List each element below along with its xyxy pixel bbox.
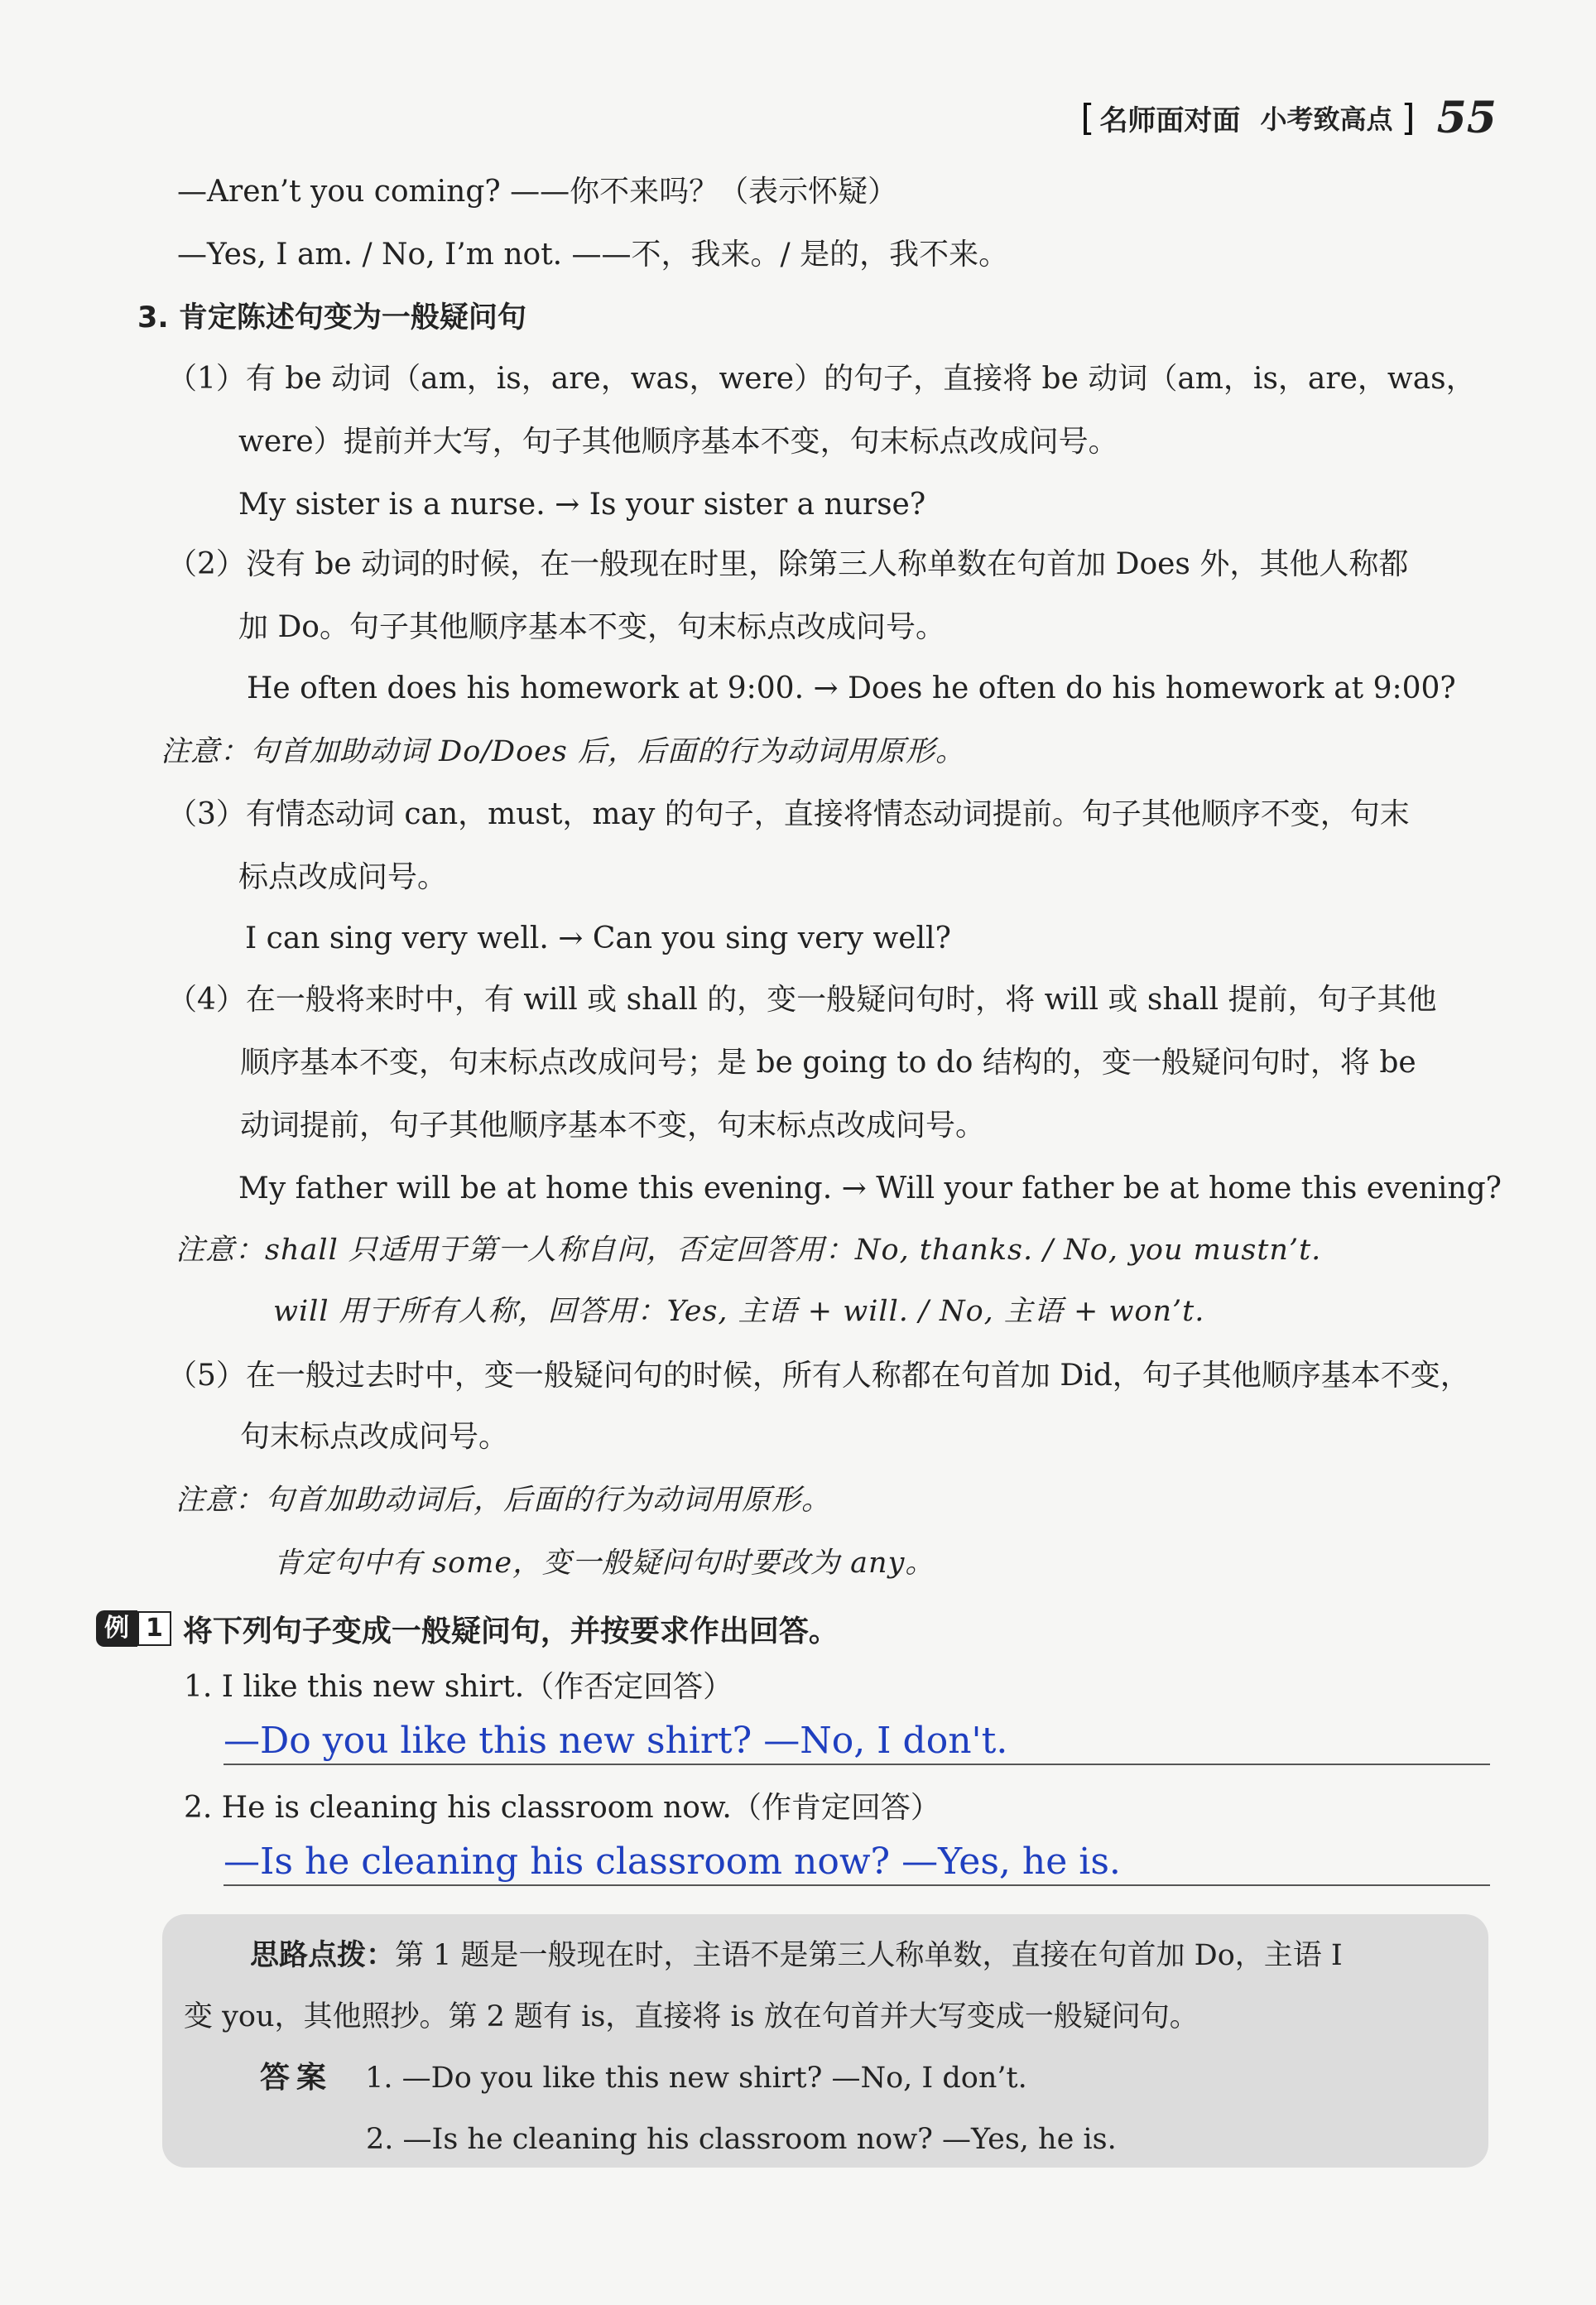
- answer-2: 2. —Is he cleaning his classroom now? —Yes, he is.: [366, 2123, 1117, 2156]
- note-3-line-b: 肯定句中有 some，变一般疑问句时要改为 any。: [273, 1547, 935, 1580]
- rule-5-line-b: 句末标点改成问号。: [240, 1420, 509, 1454]
- exercise-question-2: 2. He is cleaning his classroom now.（作肯定回答）: [184, 1791, 940, 1825]
- rule-3-example: I can sing very well. → Can you sing very well?: [245, 922, 951, 955]
- tip-line-2: 变 you，其他照抄。第 2 题有 is，直接将 is 放在句首并大写变成一般疑问句。: [184, 2000, 1199, 2033]
- answer-row-1: [260, 2060, 1027, 2096]
- tip-line-1: [250, 1937, 1343, 1974]
- rule-5-line-a: （5）在一般过去时中，变一般疑问句的时候，所有人称都在句首加 Did，句子其他顺序基本不变，: [167, 1359, 1470, 1393]
- rule-3-line-b: 标点改成问号。: [238, 860, 448, 894]
- example-heading: [96, 1610, 839, 1648]
- exercise-answer-2[interactable]: —Is he cleaning his classroom now? —Yes, he is.: [224, 1840, 1490, 1886]
- rule-4-example: My father will be at home this evening. → Will your father be at home this evening?: [238, 1172, 1502, 1205]
- example-number: 1: [137, 1611, 171, 1646]
- example-instruction: 将下列句子变成一般疑问句，并按要求作出回答。: [182, 1614, 839, 1648]
- answer-label: 答案: [260, 2061, 334, 2095]
- header-right-bracket: ]: [1401, 96, 1416, 139]
- dialogue-line-2: —Yes, I am. / No, I’m not. ——不，我来。/ 是的，我不来。: [177, 238, 1009, 272]
- rule-2-line-b: 加 Do。句子其他顺序基本不变，句末标点改成问号。: [238, 610, 945, 644]
- tip-text-1: 第 1 题是一般现在时，主语不是第三人称单数，直接在句首加 Do，主语 I: [395, 1939, 1343, 1972]
- example-badge: 例: [96, 1610, 137, 1647]
- section-heading: 3. 肯定陈述句变为一般疑问句: [137, 301, 526, 334]
- header-subtitle: 小考致高点: [1260, 103, 1393, 135]
- note-2-line-a: 注意：shall 只适用于第一人称自问，否定回答用：No, thanks. / No, you mustn’t.: [175, 1234, 1322, 1267]
- tip-lead: 思路点拨：: [250, 1939, 396, 1972]
- exercise-question-1: 1. I like this new shirt.（作否定回答）: [184, 1670, 733, 1704]
- note-2-line-b: will 用于所有人称，回答用：Yes, 主语 + will. / No, 主语 + won’t.: [273, 1295, 1205, 1328]
- rule-1-example: My sister is a nurse. → Is your sister a nurse?: [238, 488, 926, 522]
- rule-1-line-b: were）提前并大写，句子其他顺序基本不变，句末标点改成问号。: [238, 425, 1118, 459]
- running-header: [1080, 91, 1497, 144]
- rule-1-line-a: （1）有 be 动词（am，is，are，was，were）的句子，直接将 be 动词（am，is，are，was，: [167, 362, 1476, 396]
- header-left-bracket: [: [1080, 96, 1095, 139]
- exercise-answer-1[interactable]: —Do you like this new shirt? —No, I don't.: [224, 1719, 1490, 1765]
- rule-2-line-a: （2）没有 be 动词的时候，在一般现在时里，除第三人称单数在句首加 Does 外，其他人称都: [167, 547, 1409, 581]
- dialogue-line-1: —Aren’t you coming? ——你不来吗？（表示怀疑）: [177, 175, 898, 209]
- page-number: 55: [1436, 92, 1497, 143]
- answer-1: 1. —Do you like this new shirt? —No, I don’t.: [365, 2062, 1027, 2095]
- note-3-line-a: 注意：句首加助动词后，后面的行为动词用原形。: [175, 1484, 832, 1517]
- note-1: 注意：句首加助动词 Do/Does 后，后面的行为动词用原形。: [161, 735, 965, 768]
- header-title: 名师面对面: [1099, 103, 1241, 137]
- rule-2-example: He often does his homework at 9:00. → Does he often do his homework at 9:00?: [247, 671, 1456, 705]
- rule-4-line-b: 顺序基本不变，句末标点改成问号；是 be going to do 结构的，变一般疑问句时，将 be: [240, 1046, 1416, 1080]
- rule-4-line-a: （4）在一般将来时中，有 will 或 shall 的，变一般疑问句时，将 will 或 shall 提前，句子其他: [167, 983, 1437, 1017]
- rule-3-line-a: （3）有情态动词 can，must，may 的句子，直接将情态动词提前。句子其他顺序不变，句末: [167, 797, 1410, 831]
- rule-4-line-c: 动词提前，句子其他顺序基本不变，句末标点改成问号。: [240, 1109, 986, 1143]
- tip-box: [162, 1914, 1488, 2168]
